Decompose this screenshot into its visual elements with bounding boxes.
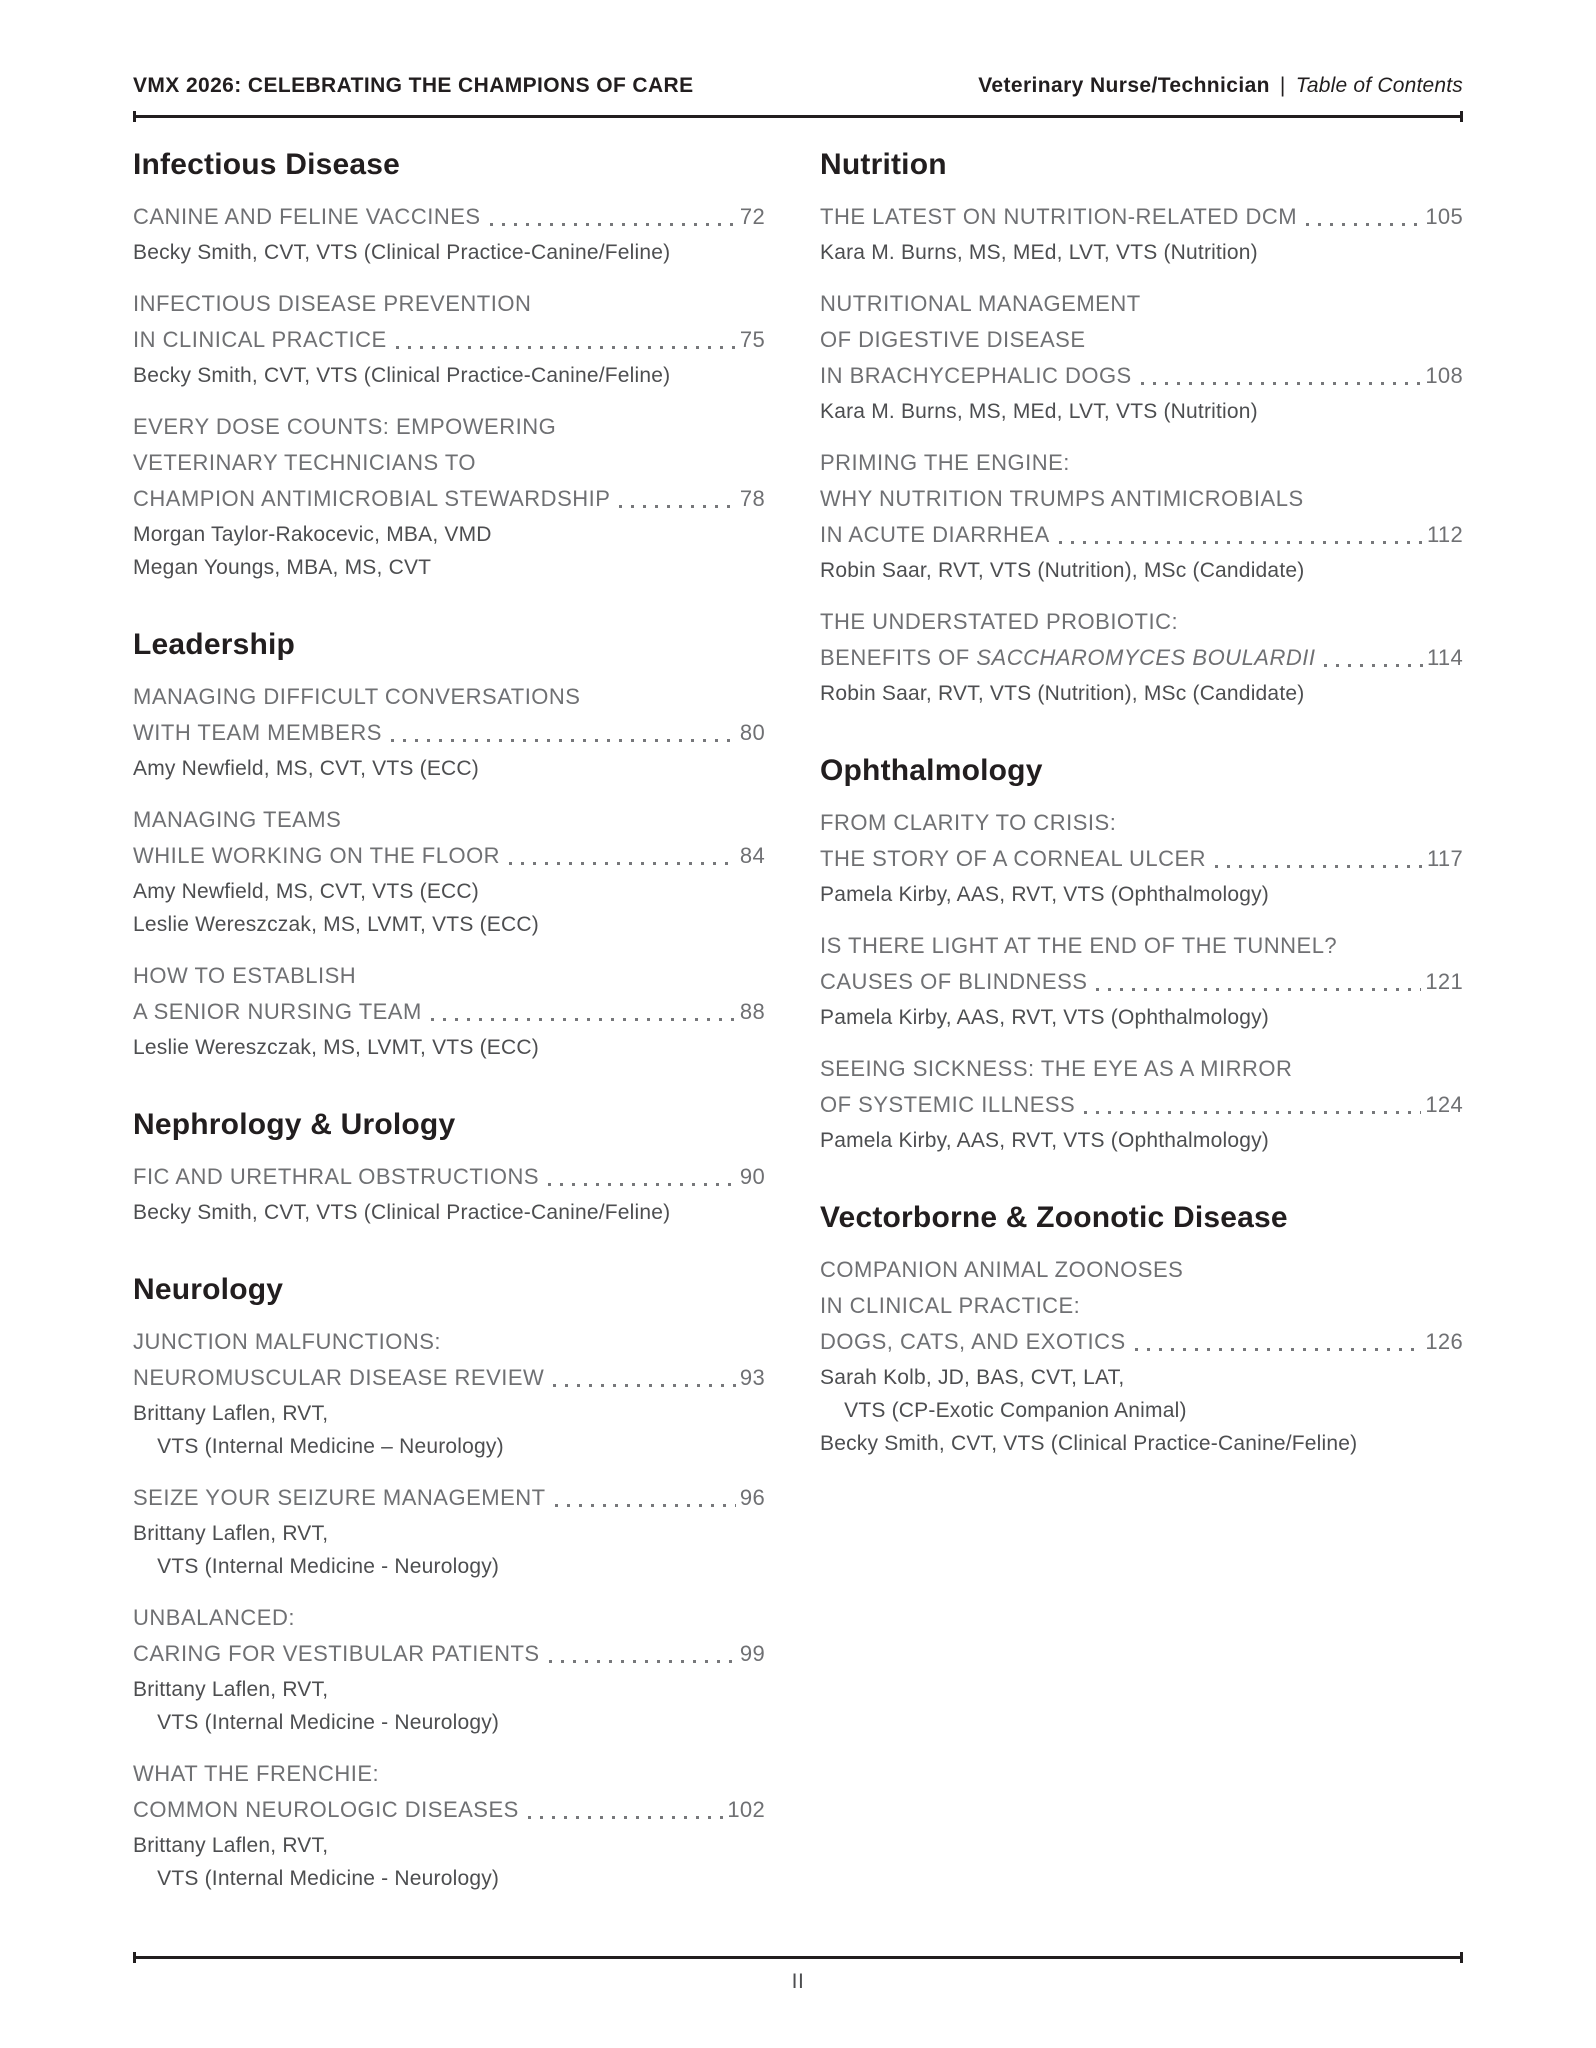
entry-title-text: A SENIOR NURSING TEAM — [133, 999, 422, 1024]
toc-entry — [133, 958, 765, 1064]
toc-entry — [133, 1324, 765, 1463]
entry-authors — [820, 395, 1463, 428]
entry-title[interactable] — [820, 445, 1463, 553]
header-doc-label: Table of Contents — [1295, 74, 1463, 97]
section-infectious-disease — [133, 148, 765, 584]
dot-leader — [391, 739, 736, 742]
toc-entry — [820, 199, 1463, 269]
entry-page-number: 84 — [739, 843, 765, 868]
dot-leader — [509, 862, 736, 865]
entry-title[interactable] — [133, 1600, 765, 1672]
entry-author: Becky Smith, CVT, VTS (Clinical Practice-Canine/Feline) — [133, 241, 671, 264]
toc-entry — [820, 604, 1463, 710]
entry-title[interactable] — [133, 1324, 765, 1396]
entry-title[interactable] — [133, 958, 765, 1030]
entry-title-line: UNBALANCED: — [133, 1605, 295, 1630]
entry-author: Becky Smith, CVT, VTS (Clinical Practice-Canine/Feline) — [820, 1432, 1358, 1455]
entry-authors — [133, 236, 765, 269]
entry-authors — [820, 554, 1463, 587]
entry-title-line — [820, 517, 1463, 553]
entry-title-text: SEIZE YOUR SEIZURE MANAGEMENT — [133, 1485, 546, 1510]
section-heading: Nutrition — [820, 148, 947, 181]
dot-leader — [1135, 1348, 1422, 1351]
toc-entry — [133, 1480, 765, 1583]
entry-title[interactable] — [133, 1756, 765, 1828]
entry-title-text: IN CLINICAL PRACTICE — [133, 327, 387, 352]
entry-title-line — [133, 322, 765, 358]
entry-page-number: 114 — [1427, 645, 1463, 670]
entry-title[interactable] — [820, 928, 1463, 1000]
entry-title-text: WITH TEAM MEMBERS — [133, 720, 382, 745]
entry-title-line — [820, 964, 1463, 1000]
entry-page-number: 105 — [1425, 204, 1463, 229]
entry-authors — [133, 518, 765, 584]
entry-title-text: IN ACUTE DIARRHEA — [820, 522, 1050, 547]
entry-author: Robin Saar, RVT, VTS (Nutrition), MSc (Candidate) — [820, 559, 1305, 582]
section-heading: Vectorborne & Zoonotic Disease — [820, 1201, 1288, 1234]
entry-author: VTS (Internal Medicine - Neurology) — [133, 1867, 500, 1890]
entry-title-line: NUTRITIONAL MANAGEMENT — [820, 291, 1141, 316]
toc-columns — [133, 132, 1463, 1895]
dot-leader — [619, 505, 736, 508]
entry-title-line: COMPANION ANIMAL ZOONOSES — [820, 1257, 1184, 1282]
entry-title[interactable] — [820, 805, 1463, 877]
entry-title[interactable] — [133, 802, 765, 874]
section-ophthalmology — [820, 754, 1463, 1157]
footer-rule — [133, 1956, 1463, 1959]
entry-title-line — [820, 640, 1463, 676]
dot-leader — [549, 1660, 736, 1663]
page-header — [133, 0, 1463, 98]
toc-column-left — [133, 132, 765, 1895]
entry-authors — [133, 1031, 765, 1064]
entry-page-number: 75 — [739, 327, 765, 352]
toc-entry — [133, 409, 765, 584]
section-neurology — [133, 1273, 765, 1895]
entry-page-number: 78 — [739, 486, 765, 511]
entry-title-text: THE LATEST ON NUTRITION-RELATED DCM — [820, 204, 1298, 229]
entry-title-line — [820, 841, 1463, 877]
entry-page-number: 112 — [1427, 522, 1463, 547]
entry-author: Pamela Kirby, AAS, RVT, VTS (Ophthalmology) — [820, 883, 1269, 906]
toc-entry — [133, 199, 765, 269]
entry-title-line: EVERY DOSE COUNTS: EMPOWERING — [133, 414, 557, 439]
entry-page-number: 124 — [1425, 1092, 1463, 1117]
dot-leader — [553, 1384, 736, 1387]
entry-title-line: PRIMING THE ENGINE: — [820, 450, 1070, 475]
entry-author: Becky Smith, CVT, VTS (Clinical Practice-Canine/Feline) — [133, 1201, 671, 1224]
entry-author: Kara M. Burns, MS, MEd, LVT, VTS (Nutrition) — [820, 241, 1258, 264]
entry-title-line: INFECTIOUS DISEASE PREVENTION — [133, 291, 532, 316]
section-vectorborne-zoonotic — [820, 1201, 1463, 1460]
toc-entry — [133, 286, 765, 392]
entry-title[interactable] — [133, 1159, 765, 1195]
section-heading: Leadership — [133, 628, 296, 661]
entry-author: Amy Newfield, MS, CVT, VTS (ECC) — [133, 757, 479, 780]
section-nephrology-urology — [133, 1108, 765, 1229]
entry-title-text: THE STORY OF A CORNEAL ULCER — [820, 846, 1207, 871]
entry-title-line — [820, 358, 1463, 394]
entry-title-line — [133, 1480, 765, 1516]
entry-title[interactable] — [133, 286, 765, 358]
entry-title[interactable] — [820, 1051, 1463, 1123]
entry-authors — [133, 1673, 765, 1739]
dot-leader — [1141, 382, 1422, 385]
entry-author: Morgan Taylor-Rakocevic, MBA, VMD — [133, 523, 492, 546]
entry-title-text: CANINE AND FELINE VACCINES — [133, 204, 481, 229]
entry-page-number: 126 — [1425, 1329, 1463, 1354]
entry-title[interactable] — [820, 286, 1463, 394]
toc-entry — [820, 445, 1463, 587]
entry-title-line: THE UNDERSTATED PROBIOTIC: — [820, 609, 1179, 634]
entry-title-line — [133, 481, 765, 517]
entry-author: VTS (Internal Medicine - Neurology) — [133, 1555, 500, 1578]
entry-title-line — [820, 1324, 1463, 1360]
entry-title-line: WHAT THE FRENCHIE: — [133, 1761, 380, 1786]
entry-page-number: 117 — [1427, 846, 1463, 871]
entry-title-line — [133, 199, 765, 235]
entry-title-line — [820, 199, 1463, 235]
section-nutrition — [820, 148, 1463, 710]
dot-leader — [431, 1018, 736, 1021]
header-separator: | — [1279, 74, 1286, 97]
entry-author: VTS (Internal Medicine – Neurology) — [133, 1435, 504, 1458]
dot-leader — [1059, 541, 1423, 544]
entry-title-text — [820, 640, 1315, 676]
entry-title-line — [133, 838, 765, 874]
entry-author: Leslie Wereszczak, MS, LVMT, VTS (ECC) — [133, 1036, 539, 1059]
entry-author: Sarah Kolb, JD, BAS, CVT, LAT, — [820, 1366, 1125, 1389]
dot-leader — [528, 1816, 724, 1819]
entry-author: Brittany Laflen, RVT, — [133, 1678, 329, 1701]
entry-title-text-plain: BENEFITS OF — [820, 645, 977, 670]
toc-entry — [133, 1600, 765, 1739]
entry-author: Leslie Wereszczak, MS, LVMT, VTS (ECC) — [133, 913, 539, 936]
entry-title-text: NEUROMUSCULAR DISEASE REVIEW — [133, 1365, 545, 1390]
toc-entry — [133, 1756, 765, 1895]
dot-leader — [1215, 865, 1423, 868]
toc-entry — [133, 802, 765, 941]
entry-authors — [133, 359, 765, 392]
entry-title[interactable] — [820, 604, 1463, 676]
toc-entry — [133, 1159, 765, 1229]
entry-title-line — [133, 1792, 765, 1828]
entry-title-line — [133, 1636, 765, 1672]
entry-page-number: 99 — [739, 1641, 765, 1666]
entry-authors — [820, 1361, 1463, 1460]
section-leadership — [133, 628, 765, 1064]
entry-page-number: 108 — [1425, 363, 1463, 388]
entry-title-line — [133, 715, 765, 751]
entry-title-line — [133, 994, 765, 1030]
entry-page-number: 96 — [739, 1485, 765, 1510]
entry-title-line: IN CLINICAL PRACTICE: — [820, 1293, 1081, 1318]
entry-authors — [820, 236, 1463, 269]
entry-author: Brittany Laflen, RVT, — [133, 1402, 329, 1425]
entry-page-number: 72 — [739, 204, 765, 229]
entry-authors — [820, 1001, 1463, 1034]
entry-page-number: 80 — [739, 720, 765, 745]
entry-authors — [133, 875, 765, 941]
dot-leader — [548, 1183, 736, 1186]
entry-authors — [820, 878, 1463, 911]
toc-entry — [820, 928, 1463, 1034]
entry-title-line: OF DIGESTIVE DISEASE — [820, 327, 1086, 352]
page-number: II — [791, 1970, 805, 1993]
entry-title-text: IN BRACHYCEPHALIC DOGS — [820, 363, 1132, 388]
entry-author: VTS (CP-Exotic Companion Animal) — [820, 1399, 1187, 1422]
dot-leader — [1096, 988, 1421, 991]
entry-title[interactable] — [133, 199, 765, 235]
entry-authors — [133, 1196, 765, 1229]
entry-title-text: FIC AND URETHRAL OBSTRUCTIONS — [133, 1164, 540, 1189]
entry-authors — [820, 1124, 1463, 1157]
entry-title[interactable] — [820, 1252, 1463, 1360]
entry-authors — [133, 1829, 765, 1895]
entry-title-line: VETERINARY TECHNICIANS TO — [133, 450, 476, 475]
header-event-title: VMX 2026: CELEBRATING THE CHAMPIONS OF CARE — [133, 74, 694, 97]
dot-leader — [1324, 664, 1423, 667]
entry-title-text: CARING FOR VESTIBULAR PATIENTS — [133, 1641, 540, 1666]
entry-author: Megan Youngs, MBA, MS, CVT — [133, 556, 432, 579]
entry-author: Pamela Kirby, AAS, RVT, VTS (Ophthalmology) — [820, 1006, 1269, 1029]
entry-author: Robin Saar, RVT, VTS (Nutrition), MSc (Candidate) — [820, 682, 1305, 705]
entry-title[interactable] — [820, 199, 1463, 235]
entry-title-line: SEEING SICKNESS: THE EYE AS A MIRROR — [820, 1056, 1293, 1081]
toc-entry — [820, 1051, 1463, 1157]
entry-title-text: OF SYSTEMIC ILLNESS — [820, 1092, 1076, 1117]
section-heading: Ophthalmology — [820, 754, 1043, 787]
entry-author: Amy Newfield, MS, CVT, VTS (ECC) — [133, 880, 479, 903]
page-content — [133, 0, 1463, 1895]
entry-page-number: 90 — [739, 1164, 765, 1189]
section-heading: Infectious Disease — [133, 148, 401, 181]
entry-title-line: JUNCTION MALFUNCTIONS: — [133, 1329, 441, 1354]
entry-authors — [133, 752, 765, 785]
entry-page-number: 102 — [727, 1797, 765, 1822]
entry-title-text: COMMON NEUROLOGIC DISEASES — [133, 1797, 519, 1822]
entry-authors — [133, 1397, 765, 1463]
dot-leader — [490, 223, 736, 226]
entry-title-text-italic: SACCHAROMYCES BOULARDII — [976, 645, 1316, 670]
entry-title-line: IS THERE LIGHT AT THE END OF THE TUNNEL? — [820, 933, 1338, 958]
entry-title-text: CAUSES OF BLINDNESS — [820, 969, 1088, 994]
entry-authors — [820, 677, 1463, 710]
entry-title-line: MANAGING TEAMS — [133, 807, 342, 832]
header-track-label: Veterinary Nurse/Technician — [978, 74, 1270, 97]
entry-page-number: 93 — [739, 1365, 765, 1390]
toc-entry — [820, 286, 1463, 428]
toc-entry — [820, 805, 1463, 911]
header-rule — [133, 115, 1463, 118]
entry-title-text: WHILE WORKING ON THE FLOOR — [133, 843, 501, 868]
entry-title-line: WHY NUTRITION TRUMPS ANTIMICROBIALS — [820, 486, 1304, 511]
entry-title-line: FROM CLARITY TO CRISIS: — [820, 810, 1117, 835]
header-right — [978, 74, 1463, 98]
entry-title-line: HOW TO ESTABLISH — [133, 963, 357, 988]
entry-author: Becky Smith, CVT, VTS (Clinical Practice-Canine/Feline) — [133, 364, 671, 387]
toc-entry — [820, 1252, 1463, 1460]
section-heading: Nephrology & Urology — [133, 1108, 456, 1141]
dot-leader — [1084, 1111, 1421, 1114]
entry-title[interactable] — [133, 1480, 765, 1516]
entry-page-number: 88 — [739, 999, 765, 1024]
entry-author: Pamela Kirby, AAS, RVT, VTS (Ophthalmology) — [820, 1129, 1269, 1152]
dot-leader — [1306, 223, 1421, 226]
dot-leader — [396, 346, 736, 349]
entry-author: Kara M. Burns, MS, MEd, LVT, VTS (Nutrition) — [820, 400, 1258, 423]
entry-title[interactable] — [133, 679, 765, 751]
entry-author: Brittany Laflen, RVT, — [133, 1834, 329, 1857]
entry-title-text: DOGS, CATS, AND EXOTICS — [820, 1329, 1126, 1354]
entry-title-line: MANAGING DIFFICULT CONVERSATIONS — [133, 684, 581, 709]
entry-authors — [133, 1517, 765, 1583]
entry-title[interactable] — [133, 409, 765, 517]
dot-leader — [555, 1504, 736, 1507]
toc-column-right — [820, 132, 1463, 1895]
page-footer — [133, 1956, 1463, 1994]
toc-entry — [133, 679, 765, 785]
entry-author: Brittany Laflen, RVT, — [133, 1522, 329, 1545]
entry-title-line — [133, 1360, 765, 1396]
entry-page-number: 121 — [1425, 969, 1463, 994]
entry-title-text: CHAMPION ANTIMICROBIAL STEWARDSHIP — [133, 486, 611, 511]
entry-author: VTS (Internal Medicine - Neurology) — [133, 1711, 500, 1734]
section-heading: Neurology — [133, 1273, 284, 1306]
entry-title-line — [133, 1159, 765, 1195]
entry-title-line — [820, 1087, 1463, 1123]
